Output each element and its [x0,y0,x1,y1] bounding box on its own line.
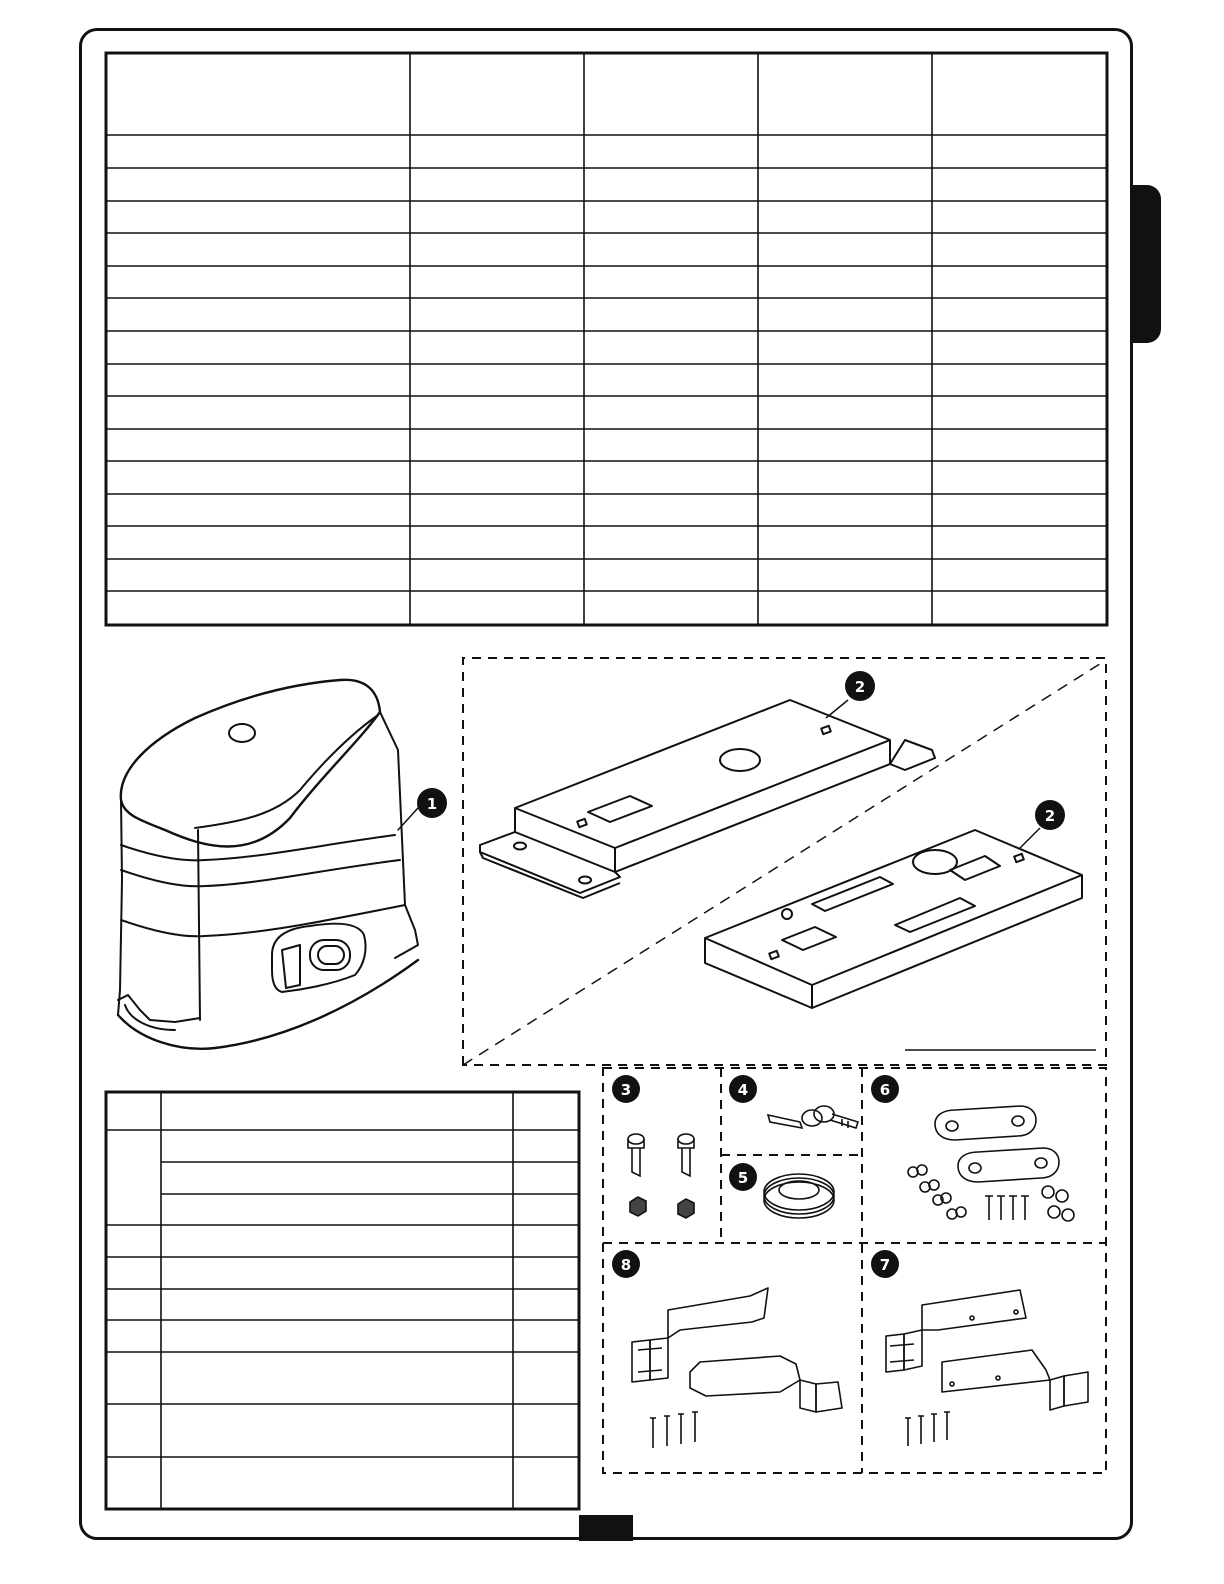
marker-4 [729,1075,757,1103]
foundation-plate-icon [705,828,1082,1008]
release-key-icon [768,1106,858,1128]
marker-7-label: 7 [879,1256,891,1274]
cable-grommet-icon [764,1174,834,1218]
screws-and-nuts-icon [628,1134,694,1218]
parts-table [106,1092,579,1509]
accessory-grid [603,1068,1106,1473]
marker-2-upper [845,671,875,701]
marker-4-label: 4 [737,1081,749,1099]
marker-5-label: 5 [737,1169,749,1187]
limit-bracket-set-7-icon [886,1290,1088,1446]
marker-6-label: 6 [879,1081,891,1099]
marker-3 [612,1075,640,1103]
marker-6 [871,1075,899,1103]
limit-bracket-set-8-icon [632,1288,842,1448]
marker-2-lower [1035,800,1065,830]
marker-8 [612,1250,640,1278]
steel-base-plate-icon [480,700,935,898]
marker-8-label: 8 [620,1256,632,1274]
marker-2-upper-label: 2 [854,678,866,696]
marker-2-lower-label: 2 [1044,807,1056,825]
marker-1-label: 1 [426,795,438,813]
spec-table [106,53,1107,625]
limit-switch-magnets-icon [908,1106,1074,1221]
marker-5 [729,1163,757,1191]
marker-7 [871,1250,899,1278]
base-plates-panel [463,658,1106,1065]
marker-3-label: 3 [620,1081,632,1099]
motor-unit-icon [118,680,418,1049]
marker-1 [417,788,447,818]
